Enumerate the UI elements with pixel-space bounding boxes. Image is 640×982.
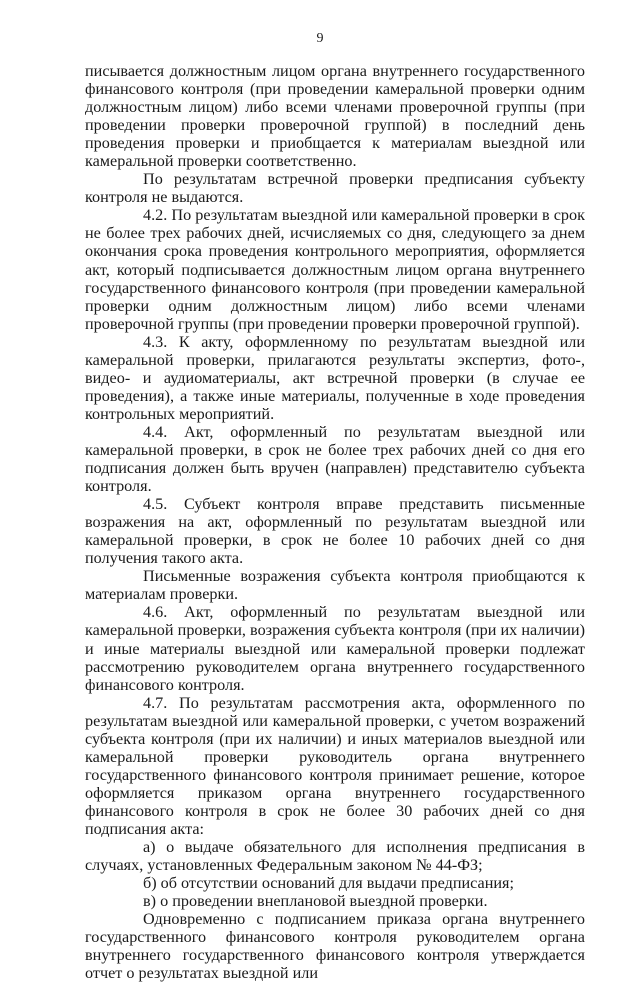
list-item-a: а) о выдаче обязательного для исполнения предписания в случаях, установленных Федеральным законом № 44-ФЗ; (85, 838, 585, 875)
paragraph-continuation: писывается должностным лицом органа внутреннего государственного финансового контроля (при проведении камеральной проверки одним должностным лицом) либо всеми членами проверочной группы (при проведении проверки проверочной группой) в последний день проведения проверки и приобщается к материалам выездной или камеральной проверки соответственно. (85, 62, 585, 171)
paragraph-4-3: 4.3. К акту, оформленному по результатам выездной или камеральной проверки, прилагаются результаты экспертиз, фото-, видео- и аудиоматериалы, акт встречной проверки (в случае ее проведения), а также иные материалы, полученные в ходе проведения контрольных мероприятий. (85, 332, 585, 423)
list-item-v: в) о проведении внеплановой выездной проверки. (143, 892, 488, 911)
paragraph-written-objections: Письменные возражения субъекта контроля приобщаются к материалам проверки. (85, 567, 585, 604)
paragraph-4-4: 4.4. Акт, оформленный по результатам выездной или камеральной проверки, в срок не более трех рабочих дней со дня его подписания должен быть вручен (направлен) представителю субъекта контроля. (85, 422, 585, 496)
document-body (85, 62, 585, 982)
paragraph-counter-check: По результатам встречной проверки предписания субъекту контроля не выдаются. (85, 170, 585, 207)
paragraph-4-6: 4.6. Акт, оформленный по результатам выездной или камеральной проверки, возражения субъекта контроля (при их наличии) и иные материалы выездной или камеральной проверки подлежат рассмотрению руководителем органа внутреннего государственного финансового контроля. (85, 603, 585, 694)
page-number: 9 (316, 31, 324, 46)
paragraph-4-5: 4.5. Субъект контроля вправе представить письменные возражения на акт, оформленный по результатам выездной или камеральной проверки, в срок не более 10 рабочих дней со дня получения такого акта. (85, 495, 585, 568)
paragraph-4-2: 4.2. По результатам выездной или камеральной проверки в срок не более трех рабочих дней, исчисляемых со дня, следующего за днем окончания срока проведения контрольного мероприятия, оформляется акт, который подписывается должностным лицом органа внутреннего государственного финансового контроля (при проведении камеральной проверки одним должностным лицом) либо всеми членами проверочной группы (при проведении проверки проверочной группой). (85, 206, 585, 333)
paragraph-4-7: 4.7. По результатам рассмотрения акта, оформленного по результатам выездной или камеральной проверки, с учетом возражений субъекта контроля (при их наличии) и иных материалов выездной или камеральной проверки руководитель органа внутреннего государственного финансового контроля принимает решение, которое оформляется приказом органа внутреннего государственного финансового контроля в срок не более 30 рабочих дней со дня подписания акта: (85, 693, 585, 838)
paragraph-report-approval: Одновременно с подписанием приказа органа внутреннего государственного финансового контроля руководителем органа внутреннего государственного финансового контроля утверждается отчет о результатах выездной или (85, 910, 585, 982)
list-item-b: б) об отсутствии оснований для выдачи предписания; (143, 874, 514, 893)
